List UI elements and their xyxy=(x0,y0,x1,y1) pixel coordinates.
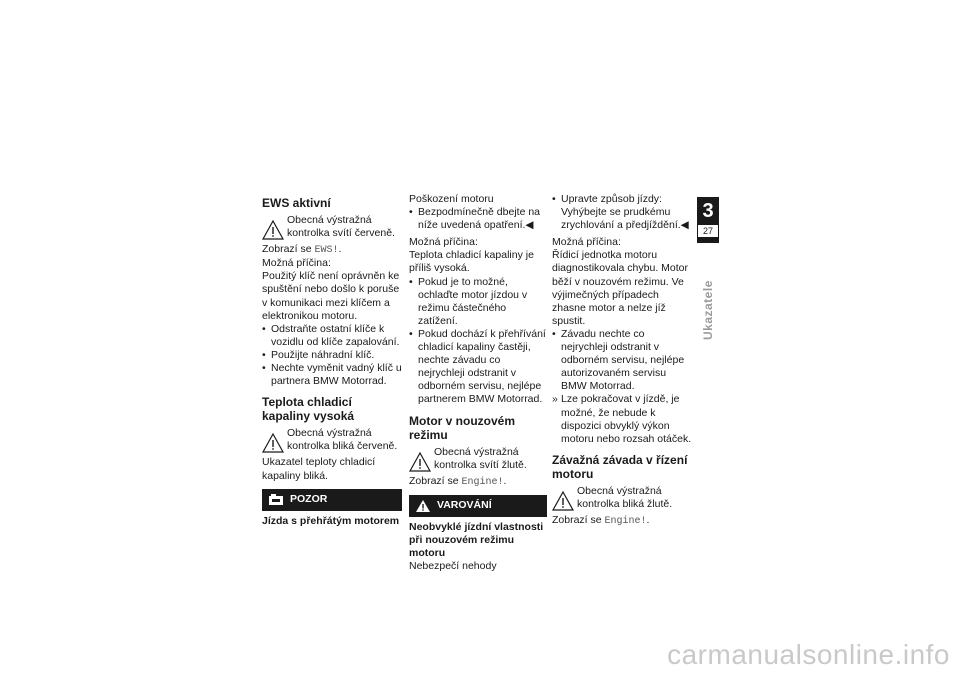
watermark: carmanualsonline.info xyxy=(667,639,950,670)
coolant-text: Ukazatel teploty chladicí kapaliny bliká. xyxy=(262,456,376,482)
action-list xyxy=(552,193,692,232)
warning-triangle-icon xyxy=(415,499,431,513)
column-1 xyxy=(262,193,402,528)
warning-lamp-row xyxy=(552,485,692,511)
warning-lamp-text: Obecná výstražná kontrolka bliká červeně. xyxy=(287,427,398,453)
action-list xyxy=(409,276,547,407)
warning-triangle-icon xyxy=(552,491,574,511)
page-number: 27 xyxy=(698,225,718,237)
action-list xyxy=(552,328,692,446)
heading-coolant-high: Teplota chladicí kapaliny vysoká xyxy=(262,395,355,424)
warning-lamp-text: Obecná výstražná kontrolka svítí červeně. xyxy=(287,214,395,240)
action-list xyxy=(409,206,547,232)
warning-lamp-text: Obecná výstražná kontrolka bliká žlutě. xyxy=(577,484,673,510)
warning-lamp-text: Obecná výstražná kontrolka svítí žlutě. xyxy=(434,445,527,471)
chapter-number: 3 xyxy=(702,200,714,222)
warning-triangle-icon xyxy=(262,220,284,240)
result-item: » Lze pokračovat v jízdě, je možné, že nebude k dispozici obvyklý výkon motoru nebo rozsah otáček. xyxy=(552,393,692,445)
cause-text: Řídicí jednotka motoru diagnostikovala chybu. Motor běží v nouzovém režimu. Ve výjimečných případech zhasne motor a nelze jíž spustit. xyxy=(552,249,688,327)
warning-label: VAROVÁNÍ xyxy=(437,499,492,512)
list-item: • Pokud dochází k přehřívání chladicí kapaliny častěji, nechte závadu co nejrychleji odstranit v odborném servisu, nejlépe partnerem BMW Motorrad. xyxy=(409,328,547,407)
caution-banner xyxy=(262,489,402,511)
list-item: • Použijte náhradní klíč. xyxy=(262,349,402,362)
caution-text: Jízda s přehřátým motorem xyxy=(262,514,400,527)
warning-bold-text: Neobvyklé jízdní vlastnosti při nouzovém režimu motoru xyxy=(409,520,544,559)
caution-engine-icon xyxy=(268,493,284,507)
intro-text: Poškození motoru xyxy=(409,193,494,205)
warning-lamp-row xyxy=(262,214,402,240)
action-list xyxy=(262,323,402,388)
heading-engine-fault: Závažná závada v řízení motoru xyxy=(552,452,688,481)
cause-text: Teplota chladicí kapaliny je příliš vysoká. xyxy=(409,249,534,275)
column-3 xyxy=(552,193,692,528)
list-item: • Upravte způsob jízdy: Vyhýbejte se prudkému zrychlování a předjíždění.◀ xyxy=(552,193,692,232)
list-item: • Odstraňte ostatní klíče k vozidlu od klíče zapalování. xyxy=(262,323,402,349)
cause-label: Možná příčina: xyxy=(552,236,621,249)
heading-engine-emergency: Motor v nouzovém režimu xyxy=(409,413,516,442)
heading-ews-active: EWS aktivní xyxy=(262,196,331,210)
cause-text: Použitý klíč není oprávněn ke spuštění nebo došlo k poruše v komunikaci mezi klíčem a elektronikou motoru. xyxy=(262,270,400,322)
list-item: • Bezpodmínečně dbejte na níže uvedená opatření.◀ xyxy=(409,206,547,232)
list-item: • Pokud je to možné, ochlaďte motor jízdou v režimu částečného zatížení. xyxy=(409,276,547,328)
caution-label: POZOR xyxy=(290,493,328,506)
list-item: • Závadu nechte co nejrychleji odstranit v odborném servisu, nejlépe autorizovaném servisu BMW Motorrad. xyxy=(552,328,692,393)
warning-lamp-row xyxy=(262,427,402,453)
display-line: Zobrazí se Engine!. xyxy=(409,474,507,488)
warning-triangle-icon xyxy=(409,452,431,472)
warning-text: Nebezpečí nehody xyxy=(409,560,497,573)
cause-label: Možná příčina: xyxy=(409,236,478,249)
display-code: EWS! xyxy=(314,245,339,257)
cause-label: Možná příčina: xyxy=(262,257,331,270)
column-2 xyxy=(409,193,547,573)
display-code: Engine! xyxy=(461,476,504,488)
section-side-label: Ukazatele xyxy=(701,280,715,340)
display-line: Zobrazí se EWS!. xyxy=(262,243,342,257)
display-line: Zobrazí se Engine!. xyxy=(552,513,650,527)
warning-banner xyxy=(409,495,547,517)
chapter-tab xyxy=(697,197,719,243)
warning-triangle-icon xyxy=(262,433,284,453)
display-code: Engine! xyxy=(604,515,647,527)
list-item: • Nechte vyměnit vadný klíč u partnera BMW Motorrad. xyxy=(262,362,402,388)
warning-lamp-row xyxy=(409,446,547,472)
